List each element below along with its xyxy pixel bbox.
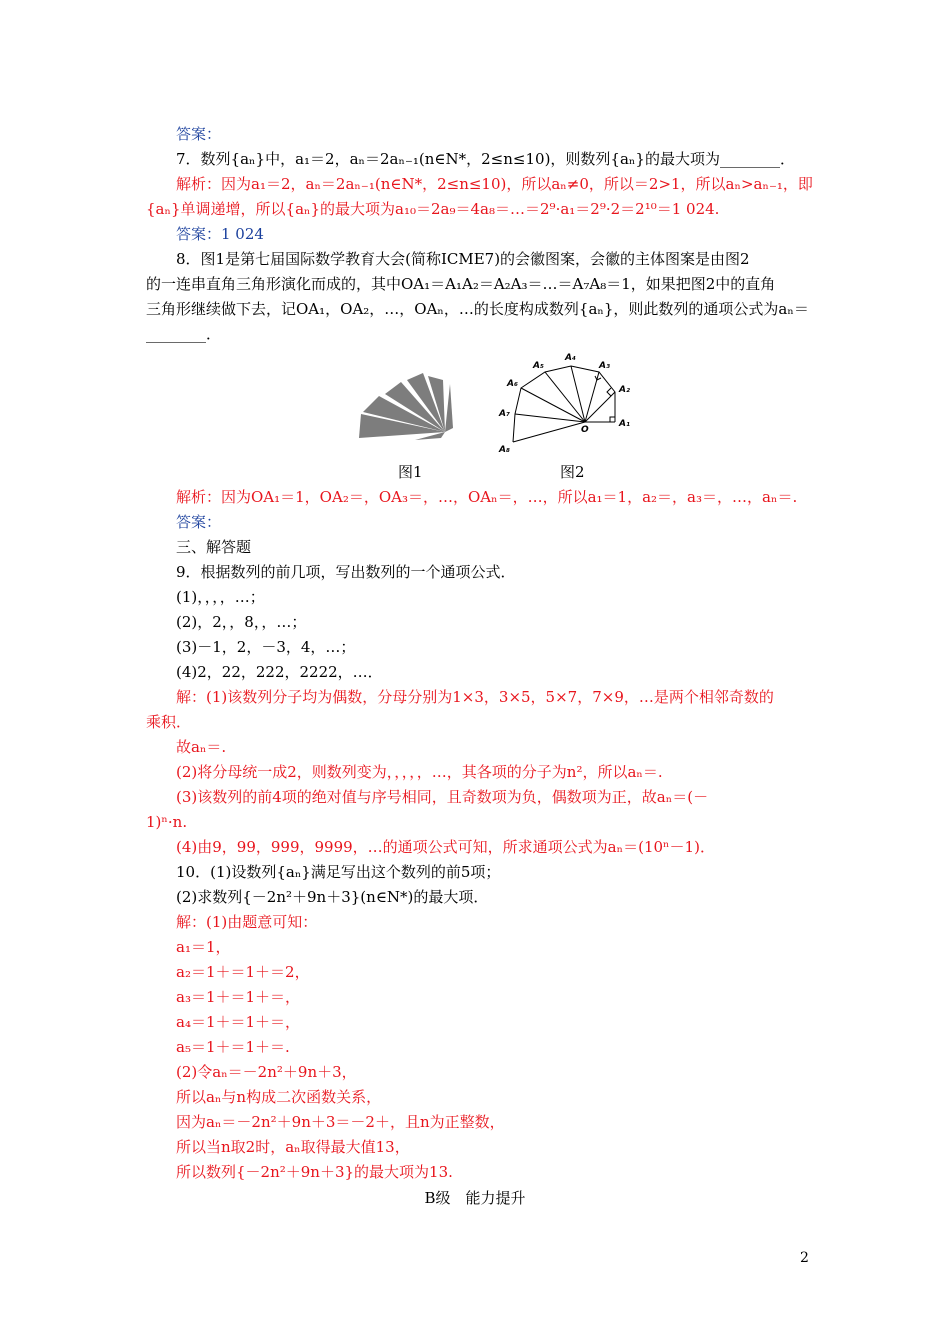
level-heading: B级 能力提升 bbox=[424, 1189, 526, 1207]
solution-9-line-1: 解：(1)该数列分子均为偶数，分母分别为1×3，3×5，5×7，7×9，…是两个相邻奇数的 bbox=[176, 688, 774, 706]
solution-9-line-5: (3)该数列的前4项的绝对值与序号相同，且奇数项为负，偶数项为正，故aₙ＝(－ bbox=[176, 788, 709, 806]
section-heading: 三、解答题 bbox=[176, 538, 252, 556]
solution-10-line-3: a₂＝1＋＝1＋＝2， bbox=[176, 963, 310, 981]
solution-9-line-2: 乘积． bbox=[146, 713, 192, 731]
solution-10-line-6: a₅＝1＋＝1＋＝. bbox=[176, 1038, 290, 1056]
caption-figure-2: 图2 bbox=[560, 463, 585, 481]
label-a5: A₅ bbox=[533, 361, 544, 371]
label-a1: A₁ bbox=[619, 419, 630, 429]
label-o: O bbox=[581, 425, 589, 435]
problem-9: 9．根据数列的前几项，写出数列的一个通项公式． bbox=[176, 563, 516, 581]
solution-10-line-7: (2)令aₙ＝－2n²＋9n＋3， bbox=[176, 1063, 357, 1081]
label-a8: A₈ bbox=[499, 445, 510, 455]
problem-9-part-1: (1)，，，，…； bbox=[176, 588, 265, 606]
label-a2: A₂ bbox=[619, 385, 630, 395]
label-a7: A₇ bbox=[499, 409, 510, 419]
problem-8-line-1: 8．图1是第七届国际数学教育大会(简称ICME7)的会徽图案，会徽的主体图案是由图2 bbox=[176, 250, 750, 268]
solution-9-line-7: (4)由9，99，999，9999，…的通项公式可知，所求通项公式为aₙ＝(10ⁿ－1)． bbox=[176, 838, 715, 856]
problem-10-part-2: (2)求数列{－2n²＋9n＋3}(n∈N*)的最大项． bbox=[176, 888, 489, 906]
label-a4: A₄ bbox=[565, 353, 576, 363]
solution-8: 解析：因为OA₁＝1，OA₂＝，OA₃＝，…，OAₙ＝，…，所以a₁＝1，a₂＝，a₃＝，…，aₙ＝. bbox=[176, 488, 798, 506]
figure-2-spiral-diagram bbox=[495, 350, 640, 460]
solution-10-line-4: a₃＝1＋＝1＋＝， bbox=[176, 988, 301, 1006]
problem-9-part-3: (3)－1，2，－3，4，…； bbox=[176, 638, 356, 656]
caption-figure-1: 图1 bbox=[398, 463, 423, 481]
solution-10-line-11: 所以数列{－2n²＋9n＋3}的最大项为13. bbox=[176, 1163, 453, 1181]
problem-8-line-4: ________． bbox=[146, 325, 222, 343]
solution-10-line-2: a₁＝1， bbox=[176, 938, 231, 956]
solution-10-line-9: 因为aₙ＝－2n²＋9n＋3＝－2＋，且n为正整数， bbox=[176, 1113, 505, 1131]
page-number: 2 bbox=[800, 1250, 809, 1266]
problem-8-line-2: 的一连串直角三角形演化而成的，其中OA₁＝A₁A₂＝A₂A₃＝…＝A₇A₈＝1，如果把图2中的直角 bbox=[146, 275, 776, 293]
answer-label-6: 答案： bbox=[176, 125, 222, 143]
solution-10-line-10: 所以当n取2时，aₙ取得最大值13， bbox=[176, 1138, 410, 1156]
problem-9-part-4: (4)2，22，222，2222，…． bbox=[176, 663, 383, 681]
solution-10-line-5: a₄＝1＋＝1＋＝， bbox=[176, 1013, 301, 1031]
solution-7-line-2: {aₙ}单调递增，所以{aₙ}的最大项为a₁₀＝2a₉＝4a₈＝…＝2⁹·a₁＝2⁹·2＝2¹⁰＝1 024. bbox=[146, 200, 720, 218]
solution-9-line-6: 1)ⁿ·n. bbox=[146, 813, 188, 831]
problem-10-part-1: 10．(1)设数列{aₙ}满足写出这个数列的前5项； bbox=[176, 863, 501, 881]
answer-8: 答案： bbox=[176, 513, 222, 531]
solution-10-line-8: 所以aₙ与n构成二次函数关系， bbox=[176, 1088, 382, 1106]
solution-7-line-1: 解析：因为a₁＝2，aₙ＝2aₙ₋₁(n∈N*，2≤n≤10)，所以aₙ≠0，所以＝2>1，所以aₙ>aₙ₋₁，即 bbox=[176, 175, 813, 193]
problem-8-line-3: 三角形继续做下去，记OA₁，OA₂，…，OAₙ，…的长度构成数列{aₙ}，则此数列的通项公式为aₙ＝ bbox=[146, 300, 809, 318]
figure-1-emblem bbox=[355, 362, 455, 442]
label-a6: A₆ bbox=[507, 379, 518, 389]
label-a3: A₃ bbox=[599, 361, 610, 371]
problem-9-part-2: (2)，2，，8，，…； bbox=[176, 613, 307, 631]
solution-9-line-3: 故aₙ＝. bbox=[176, 738, 227, 756]
answer-7: 答案：1 024 bbox=[176, 225, 264, 243]
problem-7: 7．数列{aₙ}中，a₁＝2，aₙ＝2aₙ₋₁(n∈N*，2≤n≤10)，则数列{aₙ}的最大项为________． bbox=[176, 150, 795, 168]
solution-9-line-4: (2)将分母统一成2，则数列变为，，，，，…，其各项的分子为n²，所以aₙ＝. bbox=[176, 763, 663, 781]
solution-10-line-1: 解：(1)由题意可知： bbox=[176, 913, 318, 931]
